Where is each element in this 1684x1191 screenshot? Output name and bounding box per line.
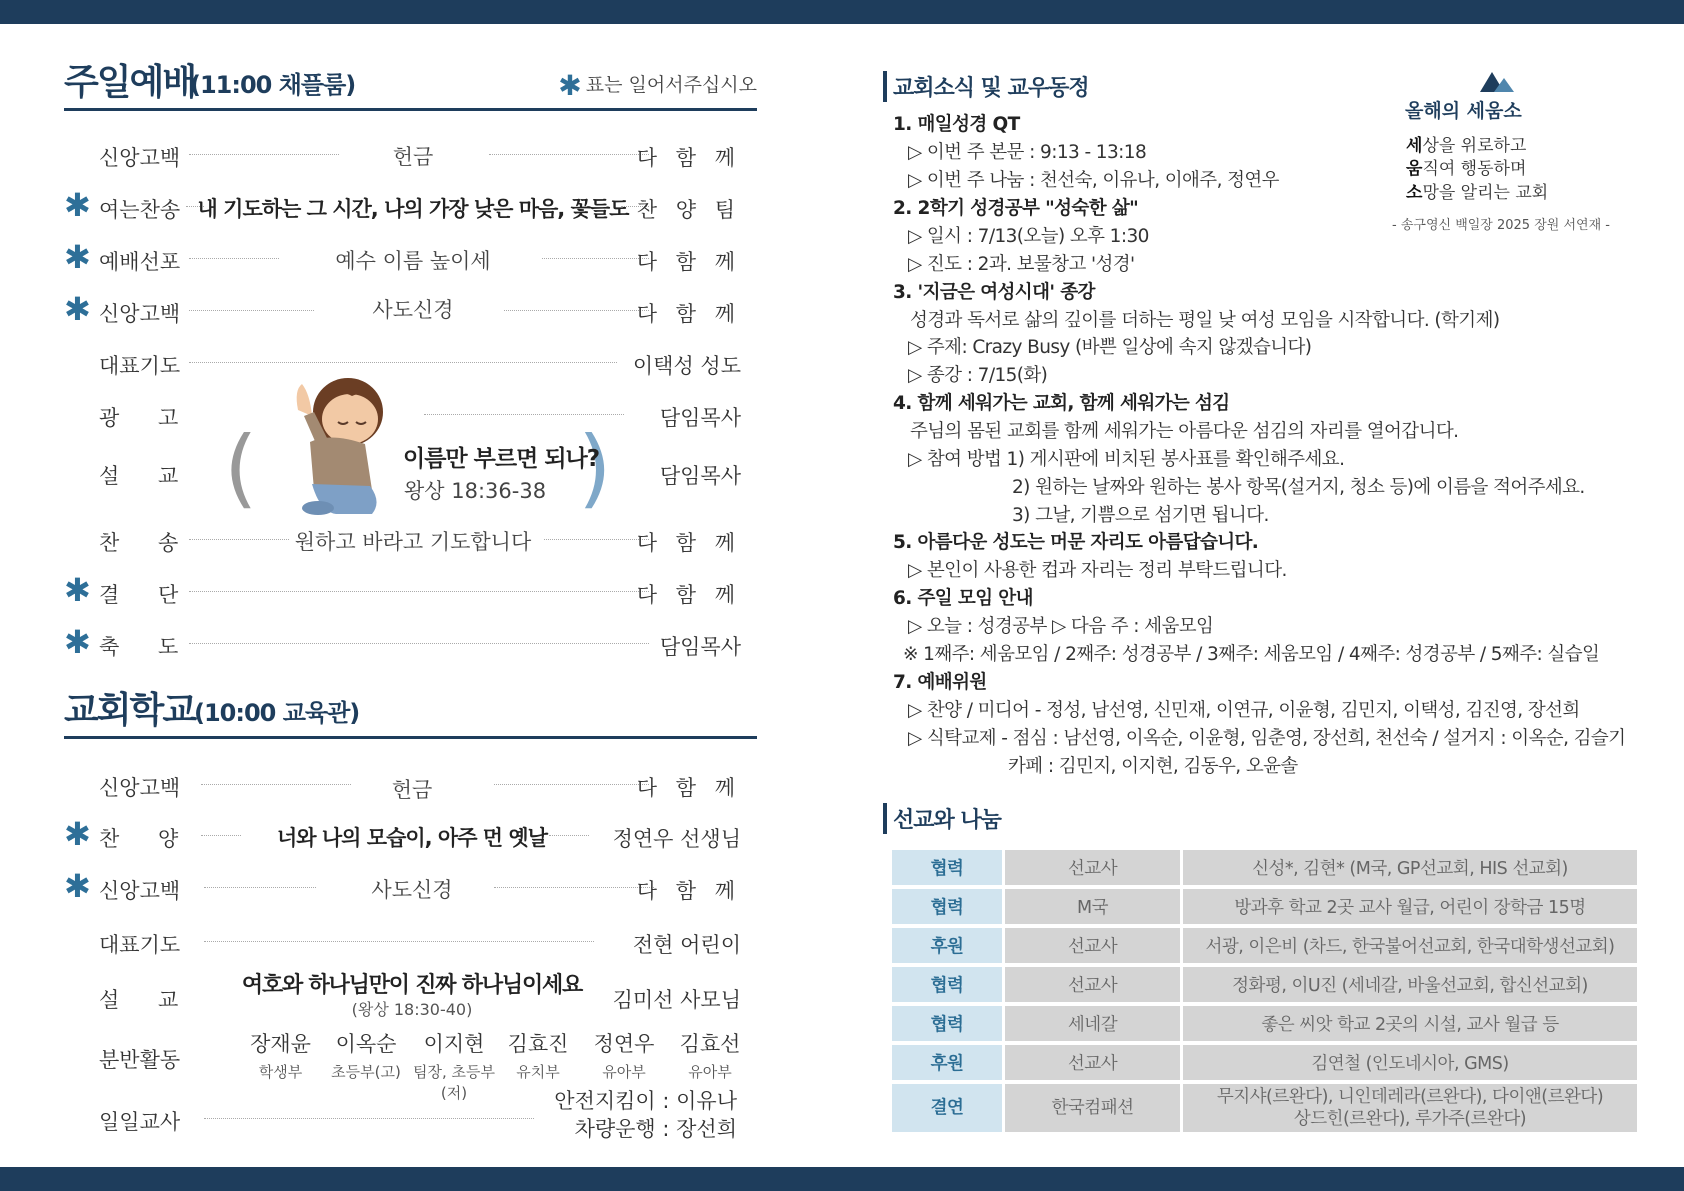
asterisk-icon: ✱ xyxy=(64,571,91,609)
sunday-item-5 xyxy=(64,342,741,382)
mission-row xyxy=(892,1045,1637,1080)
order-title: 사도신경 xyxy=(372,298,454,322)
mission-row xyxy=(892,1084,1637,1132)
order-label: 대표기도 xyxy=(99,354,181,378)
order-label: 신앙고백 xyxy=(99,302,181,326)
support-detail: 김연철 (인도네시아, GMS) xyxy=(1183,1045,1637,1080)
teacher-name: 이옥순 xyxy=(335,1032,397,1056)
support-detail-line: 무지샤(르완다), 니인데레라(르완다), 다이앤(르완다) xyxy=(1216,1087,1604,1107)
teacher-role: 팀장, 초등부(저) xyxy=(413,1063,495,1102)
support-category: 선교사 xyxy=(1005,967,1183,1002)
mission-row xyxy=(892,967,1637,1002)
news-line: ▷ 본인이 사용한 컵과 자리는 정리 부탁드립니다. xyxy=(908,560,1287,581)
news-line: ※ 1째주: 세움모임 / 2째주: 성경공부 / 3째주: 세움모임 / 4째주: 성경공부 / 5째주: 실습일 xyxy=(903,644,1600,665)
leader-dots xyxy=(189,591,649,592)
news-line: ▷ 참여 방법 1) 게시판에 비치된 봉사표를 확인해주세요. xyxy=(908,449,1345,470)
support-category: 선교사 xyxy=(1005,1045,1183,1080)
sunday-item-9 xyxy=(64,571,741,611)
sunday-item-8 xyxy=(64,519,741,559)
order-leader: 담임목사 xyxy=(659,406,741,430)
mission-row xyxy=(892,850,1637,885)
mission-table xyxy=(892,846,1637,1136)
teacher-5 xyxy=(590,1028,658,1082)
order-leader: 다 함 께 xyxy=(636,583,741,607)
order-title: 헌금 xyxy=(392,145,434,169)
leader-dots xyxy=(544,539,649,540)
asterisk-icon: ✱ xyxy=(64,867,91,905)
school-sermon-reference: (왕상 18:30-40) xyxy=(351,1000,473,1019)
news-line: ▷ 식탁교제 - 점심 : 남선영, 이옥순, 이윤형, 임춘영, 장선희, 천선숙 / 설거지 : 이옥순, 김슬기 xyxy=(908,728,1626,749)
motto-text: 상을 위로하고 xyxy=(1422,136,1527,156)
support-detail-line: 상드힌(르완다), 루가주(르완다) xyxy=(1293,1109,1527,1129)
motto-initial: 움 xyxy=(1406,159,1423,179)
order-label: 설 교 xyxy=(99,988,195,1012)
order-label: 신앙고백 xyxy=(99,776,181,800)
sunday-item-1 xyxy=(64,134,741,174)
order-label: 광 고 xyxy=(99,406,195,430)
order-label: 찬 양 xyxy=(99,827,195,851)
news-line: 4. 함께 세워가는 교회, 함께 세워가는 섬김 xyxy=(893,393,1230,414)
order-title: 너와 나의 모습이, 아주 먼 옛날 xyxy=(277,826,547,850)
order-leader: 담임목사 xyxy=(659,464,741,488)
leader-dots xyxy=(549,835,589,836)
teacher-3 xyxy=(402,1028,506,1103)
sermon-paren-close: ) xyxy=(578,418,612,518)
news-line: ▷ 이번 주 나눔 : 천선숙, 이유나, 이애주, 정연우 xyxy=(908,170,1279,191)
support-detail xyxy=(1183,1084,1637,1132)
news-line: ▷ 종강 : 7/15(화) xyxy=(908,365,1048,386)
news-line: ▷ 이번 주 본문 : 9:13 - 13:18 xyxy=(908,142,1147,163)
support-detail: 서광, 이은비 (차드, 한국불어선교회, 한국대학생선교회) xyxy=(1183,928,1637,963)
news-line: 성경과 독서로 삶의 깊이를 더하는 평일 낮 여성 모임을 시작합니다. (학기제) xyxy=(910,310,1500,331)
sunday-item-6 xyxy=(64,394,741,434)
support-detail: 좋은 씨앗 학교 2곳의 시설, 교사 월급 등 xyxy=(1183,1006,1637,1041)
news-line: 2) 원하는 날짜와 원하는 봉사 항목(설거지, 청소 등)에 이름을 적어주세요. xyxy=(1012,477,1585,498)
teacher-role: 유치부 xyxy=(516,1063,560,1081)
motto-source: - 송구영신 백일장 2025 장원 서연재 - xyxy=(1392,218,1610,233)
asterisk-icon: ✱ xyxy=(64,186,91,224)
sermon-title: 이름만 부르면 되나? xyxy=(403,446,600,472)
support-detail: 정화평, 이U진 (세네갈, 바울선교회, 합신선교회) xyxy=(1183,967,1637,1002)
order-label: 분반활동 xyxy=(99,1048,181,1072)
support-type: 결연 xyxy=(892,1084,1005,1132)
order-leader: 다 함 께 xyxy=(636,146,741,170)
leader-dots xyxy=(201,835,241,836)
standing-note-text: 표는 일어서주십시오 xyxy=(585,74,757,96)
leader-dots xyxy=(189,362,617,363)
bottom-bar xyxy=(0,1167,1684,1191)
news-line: 7. 예배위원 xyxy=(893,672,987,693)
support-detail: 신성*, 김현* (M국, GP선교회, HIS 선교회) xyxy=(1183,850,1637,885)
mission-row xyxy=(892,1006,1637,1041)
leader-dots xyxy=(424,414,624,415)
support-type: 협력 xyxy=(892,1006,1005,1041)
teacher-6 xyxy=(676,1028,744,1082)
asterisk-icon: ✱ xyxy=(64,238,91,276)
order-leader: 다 함 께 xyxy=(636,250,741,274)
support-type: 후원 xyxy=(892,1045,1005,1080)
motto-title: 올해의 세움소 xyxy=(1405,100,1522,122)
sunday-item-10 xyxy=(64,623,741,663)
news-heading: 교회소식 및 교우동정 xyxy=(883,71,1089,102)
order-leader: 다 함 께 xyxy=(636,776,741,800)
motto-initial: 세 xyxy=(1406,136,1423,156)
order-title: 원하고 바라고 기도합니다 xyxy=(294,530,532,554)
news-line: 2. 2학기 성경공부 "성숙한 삶" xyxy=(893,198,1139,219)
order-leader: 이택성 성도 xyxy=(632,354,741,378)
leader-dots xyxy=(189,643,649,644)
school-item-3 xyxy=(64,867,741,907)
order-leader: 다 함 께 xyxy=(636,879,741,903)
teacher-role: 초등부(고) xyxy=(331,1063,401,1081)
leader-dots xyxy=(494,887,654,888)
news-line: 5. 아름다운 성도는 머문 자리도 아름답습니다. xyxy=(893,532,1259,553)
teacher-role: 유아부 xyxy=(688,1063,732,1081)
support-type: 후원 xyxy=(892,928,1005,963)
mission-row xyxy=(892,889,1637,924)
leader-dots xyxy=(494,784,649,785)
order-leader: 찬 양 팀 xyxy=(636,198,741,222)
asterisk-icon: ✱ xyxy=(558,69,582,102)
mission-heading: 선교와 나눔 xyxy=(883,803,1001,834)
order-label: 결 단 xyxy=(99,583,195,607)
support-category: M국 xyxy=(1005,889,1183,924)
leader-dots xyxy=(189,258,279,259)
news-line: ▷ 진도 : 2과. 보물창고 '성경' xyxy=(908,254,1135,275)
news-line: 주님의 몸된 교회를 함께 세워가는 아름다운 섬김의 자리를 열어갑니다. xyxy=(910,421,1459,442)
standing-note xyxy=(558,69,757,102)
leader-dots xyxy=(204,1118,534,1119)
asterisk-icon: ✱ xyxy=(64,290,91,328)
leader-dots xyxy=(542,258,649,259)
leader-dots xyxy=(189,539,289,540)
order-title: 사도신경 xyxy=(371,878,453,902)
order-leader: 다 함 께 xyxy=(636,302,741,326)
teacher-2 xyxy=(322,1028,410,1082)
order-leader: 김미선 사모님 xyxy=(612,988,741,1012)
safety-keeper: 안전지킴이 : 이유나 xyxy=(554,1089,737,1113)
leader-dots xyxy=(489,154,649,155)
news-line: 3. '지금은 여성시대' 종강 xyxy=(893,282,1095,303)
school-subtitle: (10:00 교육관) xyxy=(194,699,360,727)
teacher-1 xyxy=(248,1028,313,1082)
praying-child-illustration xyxy=(290,372,400,517)
teacher-name: 이지현 xyxy=(423,1032,485,1056)
order-label: 축 도 xyxy=(99,635,195,659)
order-label: 대표기도 xyxy=(99,933,181,957)
order-title: 헌금 xyxy=(391,778,433,802)
leader-dots xyxy=(189,154,339,155)
sermon-reference: 왕상 18:36-38 xyxy=(404,479,547,503)
news-line: 카페 : 김민지, 이지현, 김동우, 오윤솔 xyxy=(1008,756,1298,777)
news-line: 1. 매일성경 QT xyxy=(893,114,1020,135)
sunday-title: 주일예배 xyxy=(64,62,196,103)
school-item-1 xyxy=(64,764,741,804)
top-bar xyxy=(0,0,1684,24)
leader-dots xyxy=(189,310,314,311)
teacher-name: 김효진 xyxy=(507,1032,569,1056)
sunday-subtitle: (11:00 채플룸) xyxy=(190,71,356,99)
order-label: 예배선포 xyxy=(99,250,181,274)
asterisk-icon: ✱ xyxy=(64,623,91,661)
support-detail: 방과후 학교 2곳 교사 월급, 어린이 장학금 15명 xyxy=(1183,889,1637,924)
sunday-item-4 xyxy=(64,290,741,330)
order-leader: 담임목사 xyxy=(659,635,741,659)
motto-line-3 xyxy=(1406,178,1548,203)
order-leader: 다 함 께 xyxy=(636,531,741,555)
news-line: 3) 그날, 기쁨으로 섬기면 됩니다. xyxy=(1012,505,1269,526)
vehicle-driver: 차량운행 : 장선희 xyxy=(574,1117,737,1141)
order-label: 여는찬송 xyxy=(99,198,181,222)
school-sermon-title: 여호와 하나님만이 진짜 하나님이세요 xyxy=(241,973,583,998)
school-title: 교회학교 xyxy=(64,690,196,731)
support-type: 협력 xyxy=(892,967,1005,1002)
leader-dots xyxy=(204,887,316,888)
motto-line-2 xyxy=(1406,154,1526,179)
sunday-item-3 xyxy=(64,238,741,278)
sermon-paren-open: ( xyxy=(224,418,258,518)
teacher-4 xyxy=(504,1028,572,1082)
news-line: ▷ 찬양 / 미디어 - 정성, 남선영, 신민재, 이연규, 이윤형, 김민지, 이택성, 김진영, 장선희 xyxy=(908,700,1580,721)
order-label: 찬 송 xyxy=(99,531,195,555)
motto-line-1 xyxy=(1406,131,1526,156)
asterisk-icon: ✱ xyxy=(64,815,91,853)
leader-dots xyxy=(504,310,649,311)
order-label: 일일교사 xyxy=(99,1110,181,1134)
support-category: 한국컴패션 xyxy=(1005,1084,1183,1132)
support-type: 협력 xyxy=(892,889,1005,924)
school-item-4 xyxy=(64,921,741,961)
order-title: 내 기도하는 그 시간, 나의 가장 낮은 마음, 꽃들도 xyxy=(197,197,629,221)
order-title: 예수 이름 높이세 xyxy=(335,249,491,273)
teacher-name: 정연우 xyxy=(593,1032,655,1056)
news-line: ▷ 오늘 : 성경공부 ▷ 다음 주 : 세움모임 xyxy=(908,616,1214,637)
order-label: 신앙고백 xyxy=(99,146,181,170)
sunday-item-2 xyxy=(64,186,741,226)
support-category: 선교사 xyxy=(1005,928,1183,963)
order-leader: 정연우 선생님 xyxy=(612,827,741,851)
motto-text: 망을 알리는 교회 xyxy=(1422,183,1549,203)
mission-row xyxy=(892,928,1637,963)
teacher-name: 김효선 xyxy=(679,1032,741,1056)
mountain-icon xyxy=(1480,70,1514,92)
support-type: 협력 xyxy=(892,850,1005,885)
support-category: 세네갈 xyxy=(1005,1006,1183,1041)
teacher-role: 학생부 xyxy=(258,1063,303,1081)
news-line: ▷ 주제: Crazy Busy (바쁜 일상에 속지 않겠습니다) xyxy=(908,337,1312,358)
teacher-role: 유아부 xyxy=(602,1063,646,1081)
motto-text: 직여 행동하며 xyxy=(1422,159,1527,179)
leader-dots xyxy=(201,784,351,785)
leader-dots xyxy=(204,941,594,942)
sunday-header xyxy=(64,58,757,111)
motto-initial: 소 xyxy=(1406,183,1423,203)
order-leader: 전현 어린이 xyxy=(632,933,741,957)
order-label: 신앙고백 xyxy=(99,879,181,903)
order-label: 설 교 xyxy=(99,464,195,488)
school-item-2 xyxy=(64,815,741,855)
support-category: 선교사 xyxy=(1005,850,1183,885)
teacher-name: 장재윤 xyxy=(250,1032,311,1056)
news-line: 6. 주일 모임 안내 xyxy=(893,588,1033,609)
news-line: ▷ 일시 : 7/13(오늘) 오후 1:30 xyxy=(908,226,1149,247)
school-header xyxy=(64,686,757,739)
